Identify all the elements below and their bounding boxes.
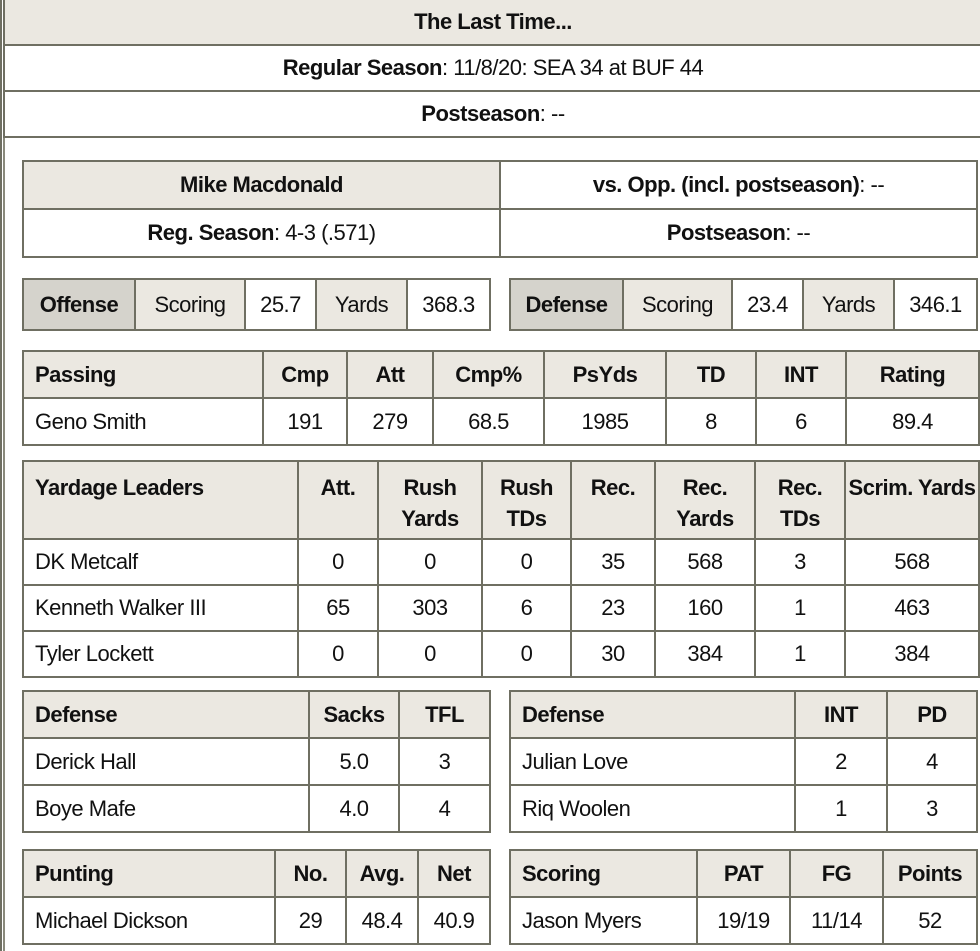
coach-reg-season <box>23 209 500 257</box>
col-fg: FG <box>790 850 883 897</box>
defense-summary-table <box>509 278 978 331</box>
col-avg: Avg. <box>346 850 418 897</box>
col-rush-tds: Rush TDs <box>482 461 571 539</box>
coach-postseason-value: : -- <box>785 220 811 245</box>
passing-header-row <box>23 351 979 398</box>
cell-scrim-yards: 463 <box>845 585 979 631</box>
col-no: No. <box>275 850 346 897</box>
passing-table <box>22 350 980 446</box>
player-name: Boye Mafe <box>23 785 309 832</box>
cell-rush-tds: 6 <box>482 585 571 631</box>
col-cmp: Cmp <box>263 351 347 398</box>
coach-vs-opp <box>500 161 977 209</box>
cell-rec-tds: 3 <box>755 539 845 585</box>
col-scoring: Scoring <box>510 850 697 897</box>
coach-name <box>23 161 500 209</box>
player-name: Tyler Lockett <box>23 631 298 677</box>
cell-rec-yards: 568 <box>655 539 755 585</box>
player-name: Julian Love <box>510 738 795 785</box>
col-points: Points <box>883 850 977 897</box>
col-sacks: Sacks <box>309 691 399 738</box>
cell-rec-yards: 384 <box>655 631 755 677</box>
cell-psyds: 1985 <box>544 398 666 445</box>
defense-yards-label: Yards <box>803 279 894 330</box>
reg-season-label: Reg. Season <box>147 220 274 245</box>
cell-rec-tds: 1 <box>755 631 845 677</box>
cell-no: 29 <box>275 897 346 944</box>
defense-sacks-header-row <box>23 691 490 738</box>
player-name: Kenneth Walker III <box>23 585 298 631</box>
defense-int-header-row <box>510 691 977 738</box>
offense-label: Offense <box>23 279 135 330</box>
vs-opp-label: vs. Opp. (incl. postseason) <box>592 172 860 197</box>
player-name: Michael Dickson <box>23 897 275 944</box>
table-row <box>23 398 979 445</box>
yardage-header-row <box>23 461 979 539</box>
col-net: Net <box>418 850 490 897</box>
cell-rush-yards: 0 <box>378 539 482 585</box>
cell-int: 6 <box>756 398 846 445</box>
col-defense: Defense <box>23 691 309 738</box>
player-name: Riq Woolen <box>510 785 795 832</box>
offense-summary-table <box>22 278 491 331</box>
cell-att: 0 <box>298 631 378 677</box>
coach-name-text: Mike Macdonald <box>180 172 343 197</box>
cell-tfl: 3 <box>399 738 490 785</box>
col-rec-tds: Rec. TDs <box>755 461 845 539</box>
cell-int: 1 <box>795 785 887 832</box>
table-row <box>510 785 977 832</box>
cell-pd: 3 <box>887 785 977 832</box>
cell-avg: 48.4 <box>346 897 418 944</box>
col-tfl: TFL <box>399 691 490 738</box>
table-row <box>23 897 490 944</box>
offense-scoring-value: 25.7 <box>245 279 316 330</box>
table-row <box>510 897 977 944</box>
col-punting: Punting <box>23 850 275 897</box>
vs-opp-value: : -- <box>859 172 885 197</box>
defense-sacks-table <box>22 690 491 833</box>
col-rating: Rating <box>846 351 979 398</box>
yardage-leaders-table <box>22 460 980 678</box>
coach-postseason <box>500 209 977 257</box>
punting-header-row <box>23 850 490 897</box>
offense-yards-label: Yards <box>316 279 407 330</box>
reg-season-value: : 4-3 (.571) <box>273 220 376 245</box>
player-name: DK Metcalf <box>23 539 298 585</box>
cell-pat: 19/19 <box>697 897 790 944</box>
cell-fg: 11/14 <box>790 897 883 944</box>
col-psyds: PsYds <box>544 351 666 398</box>
col-int: INT <box>795 691 887 738</box>
col-cmp-pct: Cmp% <box>433 351 544 398</box>
cell-rec: 35 <box>571 539 655 585</box>
postseason-value: : -- <box>539 101 565 126</box>
player-name: Jason Myers <box>510 897 697 944</box>
player-name: Derick Hall <box>23 738 309 785</box>
offense-yards-value: 368.3 <box>407 279 490 330</box>
last-time-title: The Last Time... <box>4 0 980 45</box>
cell-pd: 4 <box>887 738 977 785</box>
last-postseason <box>4 91 980 137</box>
col-scrim-yards: Scrim. Yards <box>845 461 979 539</box>
col-rec-yards: Rec. Yards <box>655 461 755 539</box>
cell-sacks: 5.0 <box>309 738 399 785</box>
col-yardage-leaders: Yardage Leaders <box>23 461 298 539</box>
col-defense: Defense <box>510 691 795 738</box>
table-row <box>23 785 490 832</box>
cell-scrim-yards: 568 <box>845 539 979 585</box>
col-td: TD <box>666 351 756 398</box>
player-name: Geno Smith <box>23 398 263 445</box>
cell-rec-tds: 1 <box>755 585 845 631</box>
offense-scoring-label: Scoring <box>135 279 245 330</box>
table-row <box>23 585 979 631</box>
col-rush-yards: Rush Yards <box>378 461 482 539</box>
scoring-table <box>509 849 978 945</box>
cell-rec: 23 <box>571 585 655 631</box>
col-rec: Rec. <box>571 461 655 539</box>
col-pat: PAT <box>697 850 790 897</box>
table-row <box>510 738 977 785</box>
cell-net: 40.9 <box>418 897 490 944</box>
cell-att: 0 <box>298 539 378 585</box>
cell-cmp-pct: 68.5 <box>433 398 544 445</box>
regular-season-value: : 11/8/20: SEA 34 at BUF 44 <box>442 55 704 80</box>
postseason-label: Postseason <box>421 101 540 126</box>
punting-table <box>22 849 491 945</box>
last-time-table <box>3 0 980 138</box>
regular-season-label: Regular Season <box>282 55 442 80</box>
col-att: Att. <box>298 461 378 539</box>
last-regular-season <box>4 45 980 91</box>
coach-table <box>22 160 978 258</box>
table-row <box>23 539 979 585</box>
table-row <box>23 738 490 785</box>
cell-sacks: 4.0 <box>309 785 399 832</box>
scoring-header-row <box>510 850 977 897</box>
table-row <box>23 631 979 677</box>
col-att: Att <box>347 351 433 398</box>
cell-scrim-yards: 384 <box>845 631 979 677</box>
cell-int: 2 <box>795 738 887 785</box>
cell-tfl: 4 <box>399 785 490 832</box>
cell-att: 65 <box>298 585 378 631</box>
cell-rush-tds: 0 <box>482 631 571 677</box>
coach-postseason-label: Postseason <box>666 220 786 245</box>
cell-cmp: 191 <box>263 398 347 445</box>
defense-int-table <box>509 690 978 833</box>
col-passing: Passing <box>23 351 263 398</box>
cell-rush-tds: 0 <box>482 539 571 585</box>
cell-rating: 89.4 <box>846 398 979 445</box>
defense-scoring-value: 23.4 <box>732 279 803 330</box>
cell-rush-yards: 0 <box>378 631 482 677</box>
defense-yards-value: 346.1 <box>894 279 977 330</box>
page-left-border <box>0 0 5 951</box>
cell-rec-yards: 160 <box>655 585 755 631</box>
cell-rush-yards: 303 <box>378 585 482 631</box>
col-int: INT <box>756 351 846 398</box>
cell-rec: 30 <box>571 631 655 677</box>
col-pd: PD <box>887 691 977 738</box>
cell-att: 279 <box>347 398 433 445</box>
cell-points: 52 <box>883 897 977 944</box>
cell-td: 8 <box>666 398 756 445</box>
defense-scoring-label: Scoring <box>623 279 732 330</box>
defense-label: Defense <box>510 279 623 330</box>
